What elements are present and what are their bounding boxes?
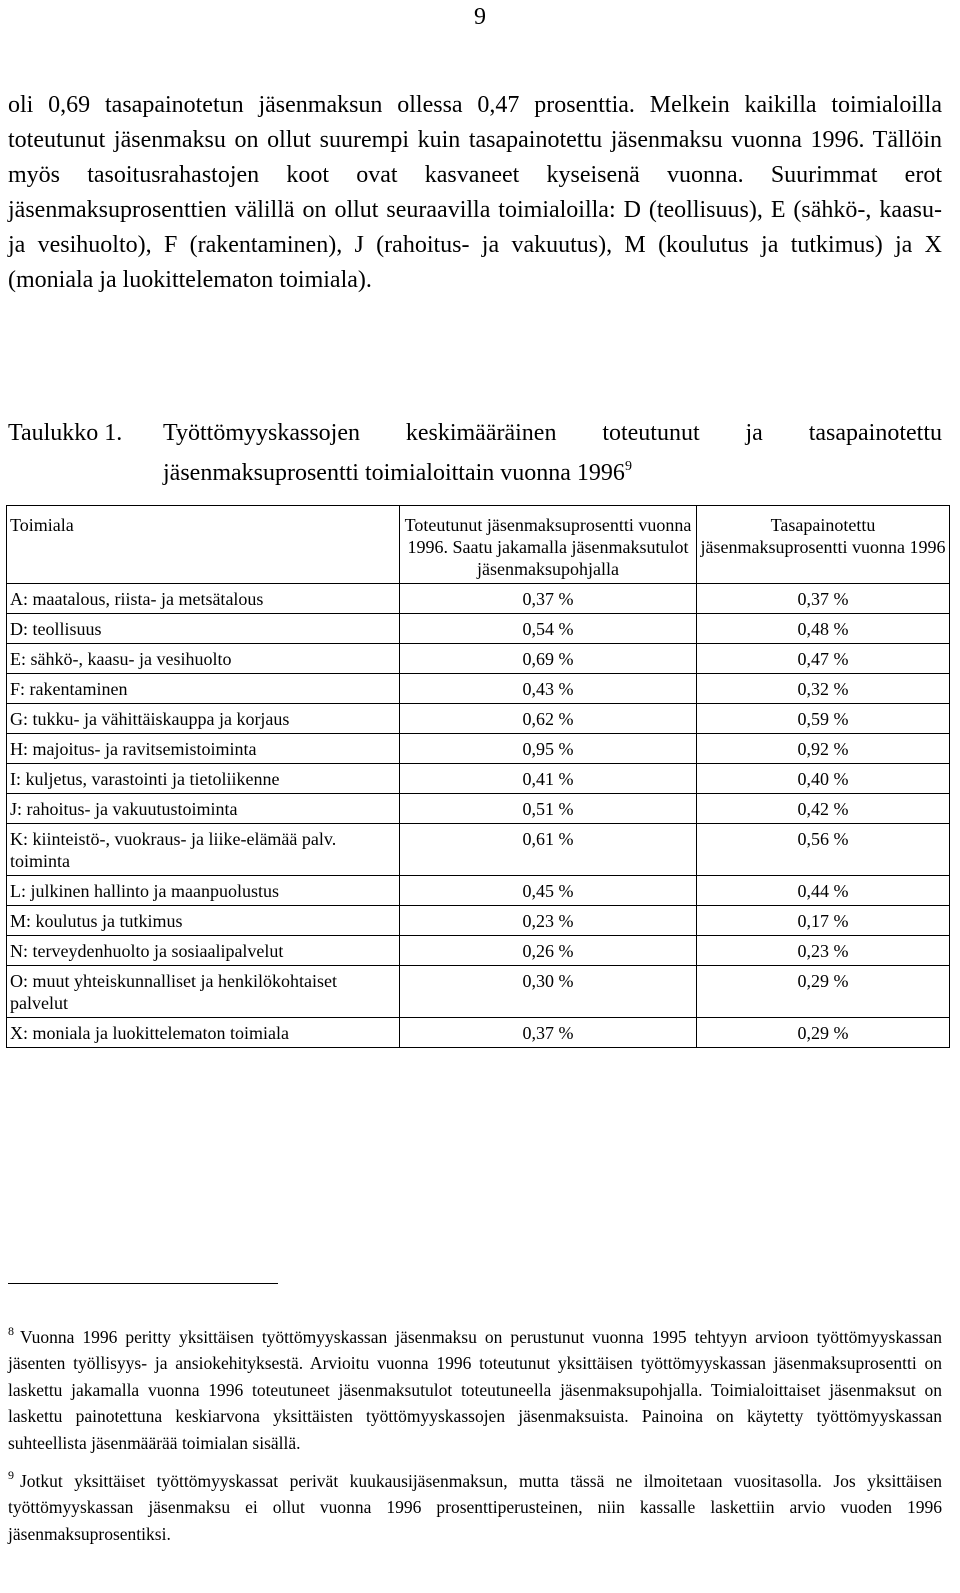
table-row: [7, 734, 950, 764]
table-row: [7, 704, 950, 734]
header-balanced: Tasapainotettu jäsenmaksuprosentti vuonna 1996: [697, 506, 950, 584]
table-row: [7, 876, 950, 906]
cell-balanced: 0,56 %: [697, 824, 950, 876]
cell-industry: O: muut yhteiskunnalliset ja henkilökohtaiset palvelut: [7, 966, 400, 1018]
cell-industry: M: koulutus ja tutkimus: [7, 906, 400, 936]
cell-industry: E: sähkö-, kaasu- ja vesihuolto: [7, 644, 400, 674]
footnote-mark: 9: [8, 1468, 14, 1483]
table-row: [7, 614, 950, 644]
cell-industry: J: rahoitus- ja vakuutustoiminta: [7, 794, 400, 824]
cell-balanced: 0,48 %: [697, 614, 950, 644]
cell-balanced: 0,92 %: [697, 734, 950, 764]
cell-actual: 0,37 %: [400, 584, 697, 614]
footnote-text: Vuonna 1996 peritty yksittäisen työttömyyskassan jäsenmaksu on perustunut vuonna 1995 tehtyyn arvioon työttömyyskassan jäsenten työllisyys- ja ansiokehityksestä. Arvioitu vuonna 1996 toteutunut yksittäisen työttömyyskassan jäsenmaksuprosentti on laskettu jakamalla vuonna 1996 toteutuneet jäsenmaksutulot toteutuneella jäsenmaksupohjalla. Toimialoittaiset jäsenmaksut on laskettu painotettuna keskiarvona yksittäisten työttömyyskassojen jäsenmaksuista. Painoina on käytetty työttömyyskassan suhteellista jäsenmäärää toimialan sisällä.: [8, 1327, 942, 1453]
header-industry: Toimiala: [7, 506, 400, 584]
cell-actual: 0,23 %: [400, 906, 697, 936]
cell-actual: 0,51 %: [400, 794, 697, 824]
cell-industry: X: moniala ja luokittelematon toimiala: [7, 1018, 400, 1048]
cell-balanced: 0,37 %: [697, 584, 950, 614]
cell-actual: 0,45 %: [400, 876, 697, 906]
table-row: [7, 584, 950, 614]
cell-actual: 0,26 %: [400, 936, 697, 966]
table-row: [7, 824, 950, 876]
table-caption-label: Taulukko 1.: [8, 420, 123, 446]
table-caption-title: Työttömyyskassojen keskimääräinen toteutunut ja tasapainotettu jäsenmaksuprosentti toimialoittain vuonna 1996: [163, 420, 942, 486]
footnotes: [8, 1318, 942, 1553]
footnote-8: [8, 1318, 942, 1456]
cell-industry: K: kiinteistö-, vuokraus- ja liike-elämää palv. toiminta: [7, 824, 400, 876]
cell-industry: I: kuljetus, varastointi ja tietoliikenne: [7, 764, 400, 794]
cell-industry: F: rakentaminen: [7, 674, 400, 704]
table-header-row: [7, 506, 950, 584]
table-body: [7, 584, 950, 1048]
cell-actual: 0,69 %: [400, 644, 697, 674]
cell-actual: 0,43 %: [400, 674, 697, 704]
footnote-text: Jotkut yksittäiset työttömyyskassat perivät kuukausijäsenmaksun, mutta tässä ne ilmoitetaan vuositasolla. Jos yksittäisen työttömyyskassan jäsenmaksu ei ollut vuonna 1996 prosenttiperusteinen, niin kassalle laskettiin arvio vuoden 1996 jäsenmaksuprosentiksi.: [8, 1471, 942, 1544]
cell-actual: 0,95 %: [400, 734, 697, 764]
cell-balanced: 0,23 %: [697, 936, 950, 966]
cell-balanced: 0,40 %: [697, 764, 950, 794]
cell-actual: 0,61 %: [400, 824, 697, 876]
cell-actual: 0,37 %: [400, 1018, 697, 1048]
header-actual: Toteutunut jäsenmaksuprosentti vuonna 1996. Saatu jakamalla jäsenmaksutulot jäsenmaksupohjalla: [400, 506, 697, 584]
table-row: [7, 764, 950, 794]
cell-balanced: 0,47 %: [697, 644, 950, 674]
table-row: [7, 1018, 950, 1048]
cell-industry: A: maatalous, riista- ja metsätalous: [7, 584, 400, 614]
table-row: [7, 644, 950, 674]
cell-balanced: 0,32 %: [697, 674, 950, 704]
table-row: [7, 794, 950, 824]
cell-industry: L: julkinen hallinto ja maanpuolustus: [7, 876, 400, 906]
footnote-9: [8, 1462, 942, 1547]
cell-actual: 0,62 %: [400, 704, 697, 734]
table-caption: [8, 416, 942, 490]
cell-actual: 0,54 %: [400, 614, 697, 644]
footnote-mark: 8: [8, 1324, 14, 1338]
intro-paragraph: oli 0,69 tasapainotetun jäsenmaksun ollessa 0,47 prosenttia. Melkein kaikilla toimialoilla toteutunut jäsenmaksu on ollut suurempi kuin tasapainotettu jäsenmaksu vuonna 1996. Tällöin myös tasoitusrahastojen koot ovat kasvaneet kyseisenä vuonna. Suurimmat erot jäsenmaksuprosenttien välillä on ollut seuraavilla toimialoilla: D (teollisuus), E (sähkö-, kaasu- ja vesihuolto), F (rakentaminen), J (rahoitus- ja vakuutus), M (koulutus ja tutkimus) ja X (moniala ja luokittelematon toimiala).: [8, 92, 942, 293]
membership-fee-table: [6, 505, 950, 1048]
cell-industry: H: majoitus- ja ravitsemistoiminta: [7, 734, 400, 764]
page-number: 9: [474, 4, 486, 30]
cell-balanced: 0,44 %: [697, 876, 950, 906]
cell-industry: D: teollisuus: [7, 614, 400, 644]
table-row: [7, 936, 950, 966]
cell-industry: G: tukku- ja vähittäiskauppa ja korjaus: [7, 704, 400, 734]
cell-balanced: 0,29 %: [697, 1018, 950, 1048]
footnote-ref: 9: [624, 459, 632, 474]
cell-actual: 0,41 %: [400, 764, 697, 794]
table-row: [7, 674, 950, 704]
table-caption-text: [163, 416, 942, 490]
footnote-divider: [8, 1283, 278, 1284]
cell-actual: 0,30 %: [400, 966, 697, 1018]
cell-balanced: 0,17 %: [697, 906, 950, 936]
cell-balanced: 0,29 %: [697, 966, 950, 1018]
cell-industry: N: terveydenhuolto ja sosiaalipalvelut: [7, 936, 400, 966]
table-row: [7, 906, 950, 936]
table-row: [7, 966, 950, 1018]
cell-balanced: 0,42 %: [697, 794, 950, 824]
cell-balanced: 0,59 %: [697, 704, 950, 734]
